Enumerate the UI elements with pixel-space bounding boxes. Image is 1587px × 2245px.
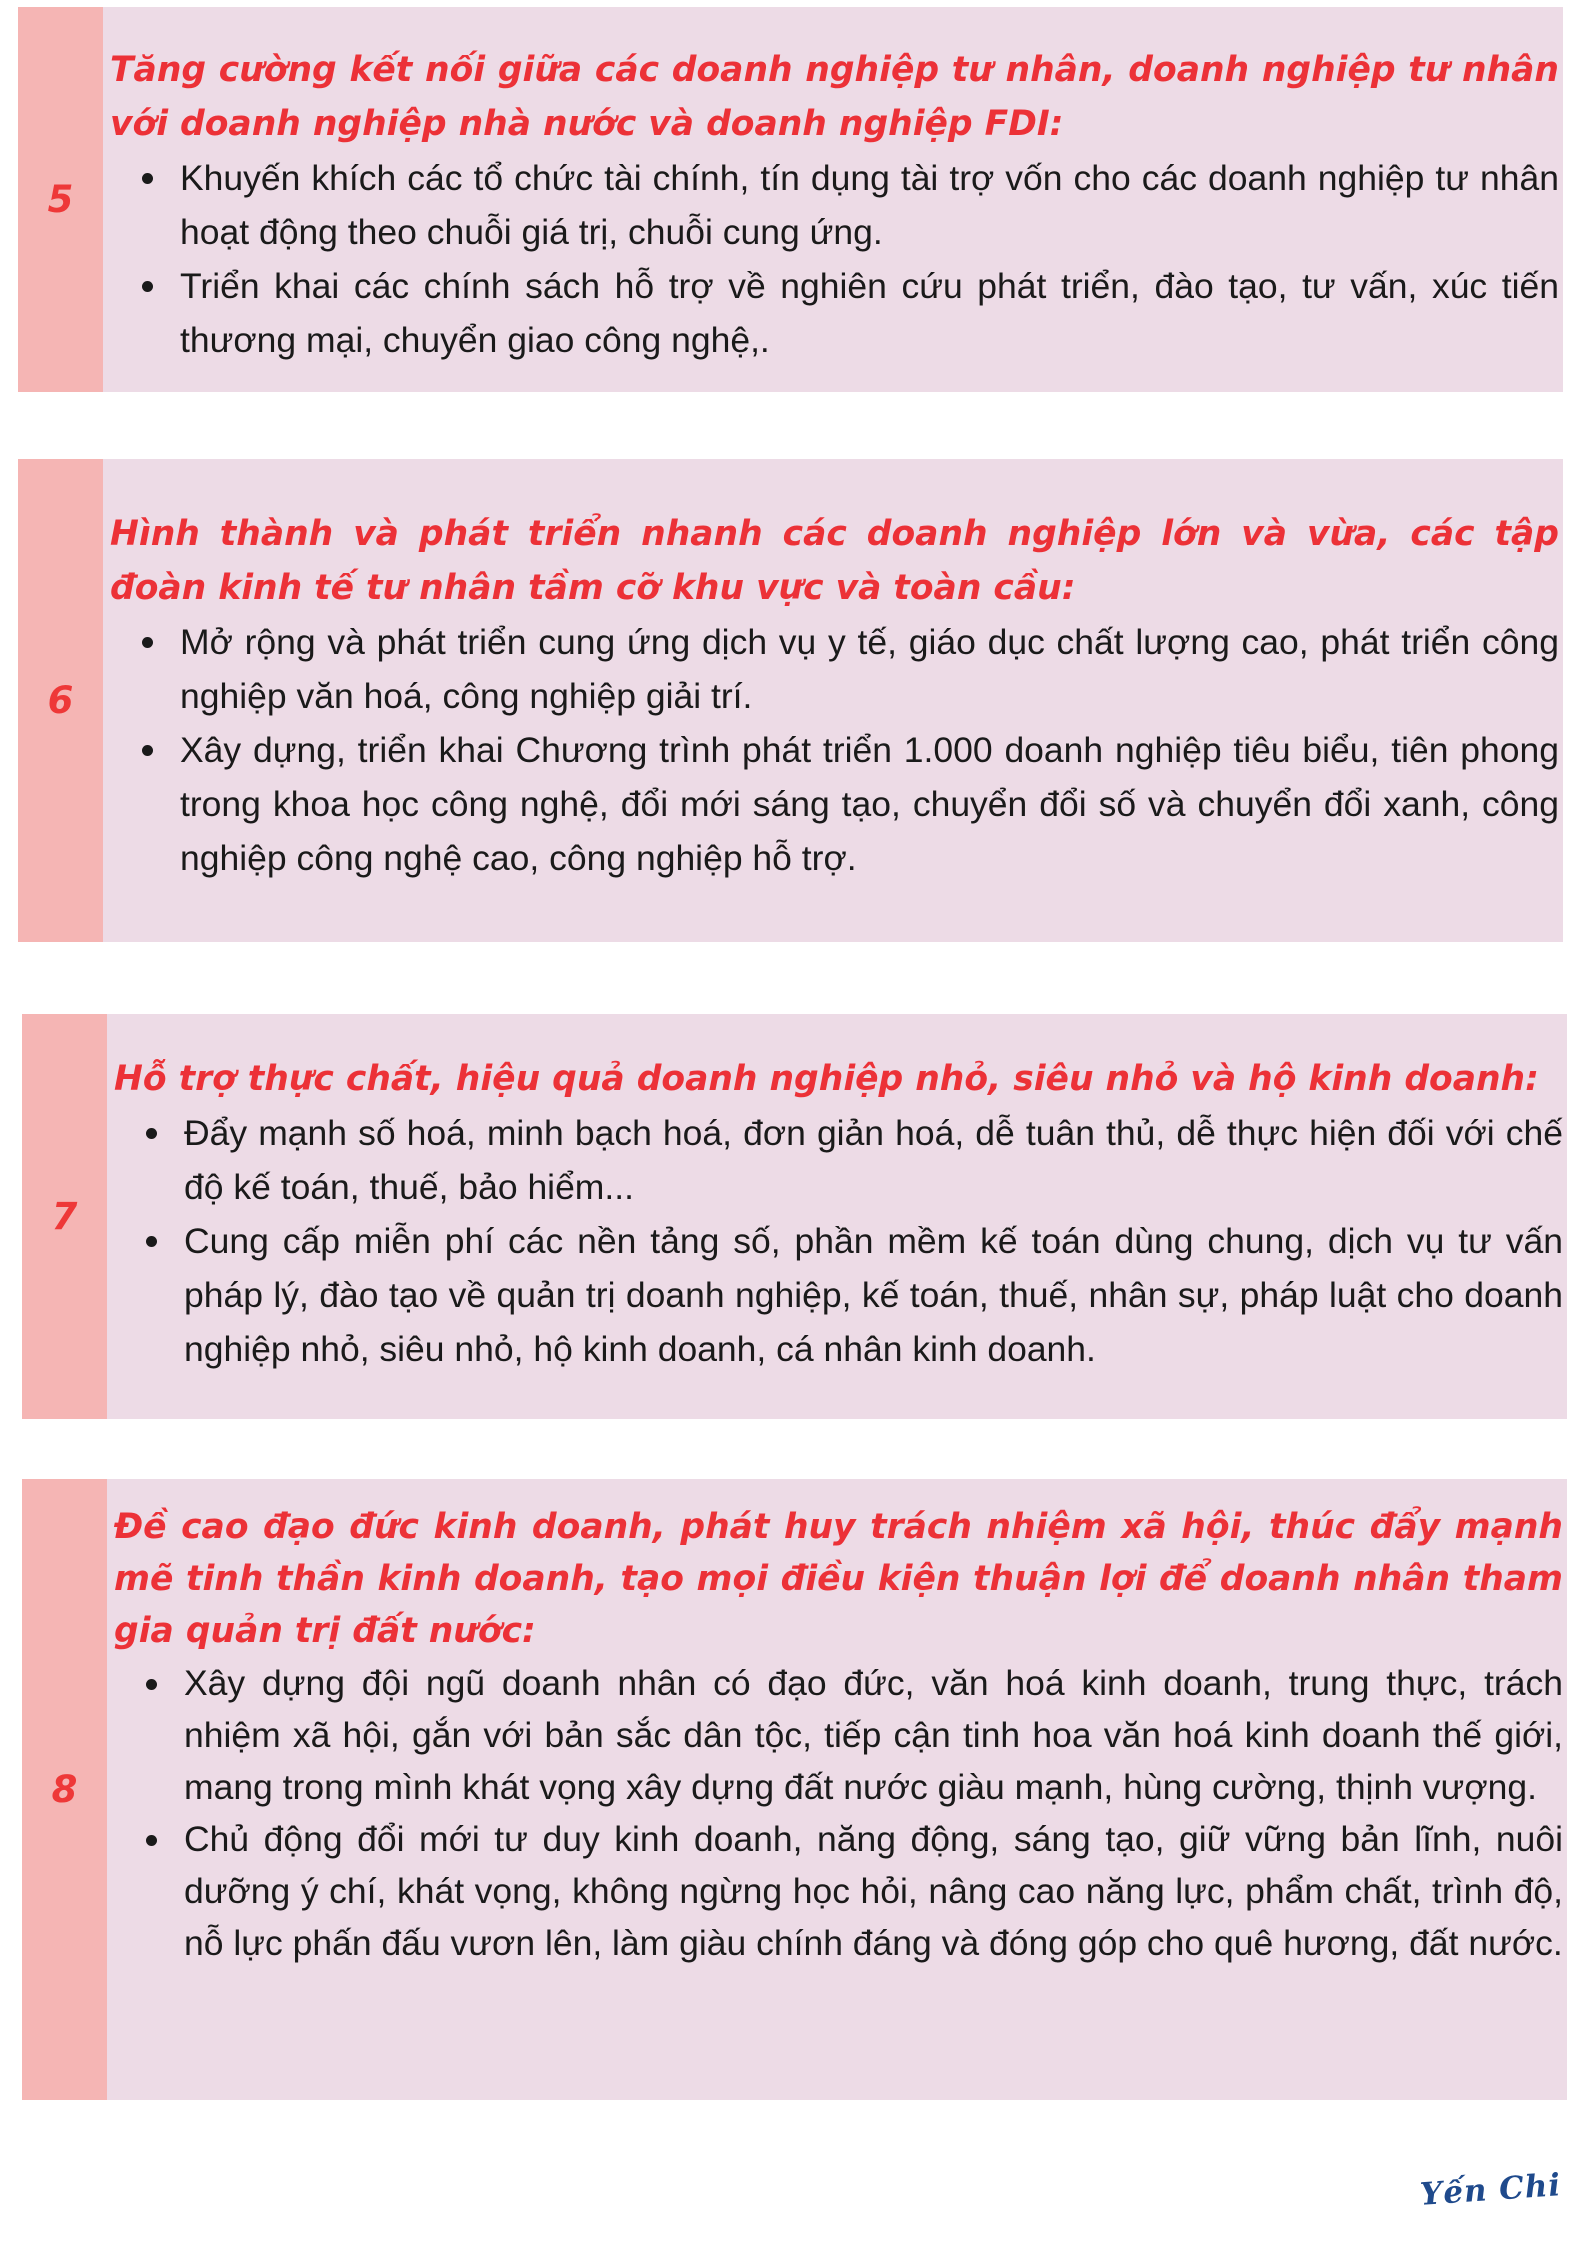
bullet-list <box>114 1106 1563 1376</box>
bullet-item: Triển khai các chính sách hỗ trợ về nghiên cứu phát triển, đào tạo, tư vấn, xúc tiến thương mại, chuyển giao công nghệ,. <box>180 259 1559 367</box>
bullet-list <box>110 151 1559 367</box>
section-content <box>110 507 1559 885</box>
section-content <box>114 1501 1563 1969</box>
section-number-column <box>18 7 103 392</box>
section-5-card <box>18 7 1563 392</box>
section-title: Đề cao đạo đức kinh doanh, phát huy trách nhiệm xã hội, thúc đẩy mạnh mẽ tinh thần kinh doanh, tạo mọi điều kiện thuận lợi để doanh nhân tham gia quản trị đất nước: <box>114 1507 1563 1651</box>
bullet-list <box>114 1657 1563 1969</box>
section-title: Tăng cường kết nối giữa các doanh nghiệp tư nhân, doanh nghiệp tư nhân với doanh nghiệp nhà nước và doanh nghiệp FDI: <box>110 50 1559 144</box>
bullet-item: Đẩy mạnh số hoá, minh bạch hoá, đơn giản hoá, dễ tuân thủ, dễ thực hiện đối với chế độ kế toán, thuế, bảo hiểm... <box>184 1106 1563 1214</box>
bullet-item: Xây dựng đội ngũ doanh nhân có đạo đức, văn hoá kinh doanh, trung thực, trách nhiệm xã hội, gắn với bản sắc dân tộc, tiếp cận tinh hoa văn hoá kinh doanh thế giới, mang trong mình khát vọng xây dựng đất nước giàu mạnh, hùng cường, thịnh vượng. <box>184 1657 1563 1813</box>
section-title: Hỗ trợ thực chất, hiệu quả doanh nghiệp nhỏ, siêu nhỏ và hộ kinh doanh: <box>114 1059 1539 1099</box>
section-content <box>114 1052 1563 1376</box>
section-number: 8 <box>51 1768 78 1811</box>
section-number: 7 <box>51 1195 78 1238</box>
bullet-item: Chủ động đổi mới tư duy kinh doanh, năng động, sáng tạo, giữ vững bản lĩnh, nuôi dưỡng ý chí, khát vọng, không ngừng học hỏi, nâng cao năng lực, phẩm chất, trình độ, nỗ lực phấn đấu vươn lên, làm giàu chính đáng và đóng góp cho quê hương, đất nước. <box>184 1813 1563 1969</box>
section-number-column <box>22 1014 107 1419</box>
section-content <box>110 43 1559 367</box>
section-number-column <box>22 1479 107 2100</box>
bullet-item: Xây dựng, triển khai Chương trình phát triển 1.000 doanh nghiệp tiêu biểu, tiên phong trong khoa học công nghệ, đổi mới sáng tạo, chuyển đổi số và chuyển đổi xanh, công nghiệp công nghệ cao, công nghiệp hỗ trợ. <box>180 723 1559 885</box>
section-number-column <box>18 459 103 942</box>
section-title: Hình thành và phát triển nhanh các doanh nghiệp lớn và vừa, các tập đoàn kinh tế tư nhân tầm cỡ khu vực và toàn cầu: <box>110 514 1559 608</box>
author-signature: Yến Chi <box>1418 2167 1563 2213</box>
section-7-card <box>22 1014 1567 1419</box>
bullet-item: Mở rộng và phát triển cung ứng dịch vụ y tế, giáo dục chất lượng cao, phát triển công nghiệp văn hoá, công nghiệp giải trí. <box>180 615 1559 723</box>
section-8-card <box>22 1479 1567 2100</box>
bullet-list <box>110 615 1559 885</box>
section-number: 6 <box>47 679 74 722</box>
bullet-item: Cung cấp miễn phí các nền tảng số, phần mềm kế toán dùng chung, dịch vụ tư vấn pháp lý, đào tạo về quản trị doanh nghiệp, kế toán, thuế, nhân sự, pháp luật cho doanh nghiệp nhỏ, siêu nhỏ, hộ kinh doanh, cá nhân kinh doanh. <box>184 1214 1563 1376</box>
bullet-item: Khuyến khích các tổ chức tài chính, tín dụng tài trợ vốn cho các doanh nghiệp tư nhân hoạt động theo chuỗi giá trị, chuỗi cung ứng. <box>180 151 1559 259</box>
section-number: 5 <box>47 178 74 221</box>
section-6-card <box>18 459 1563 942</box>
